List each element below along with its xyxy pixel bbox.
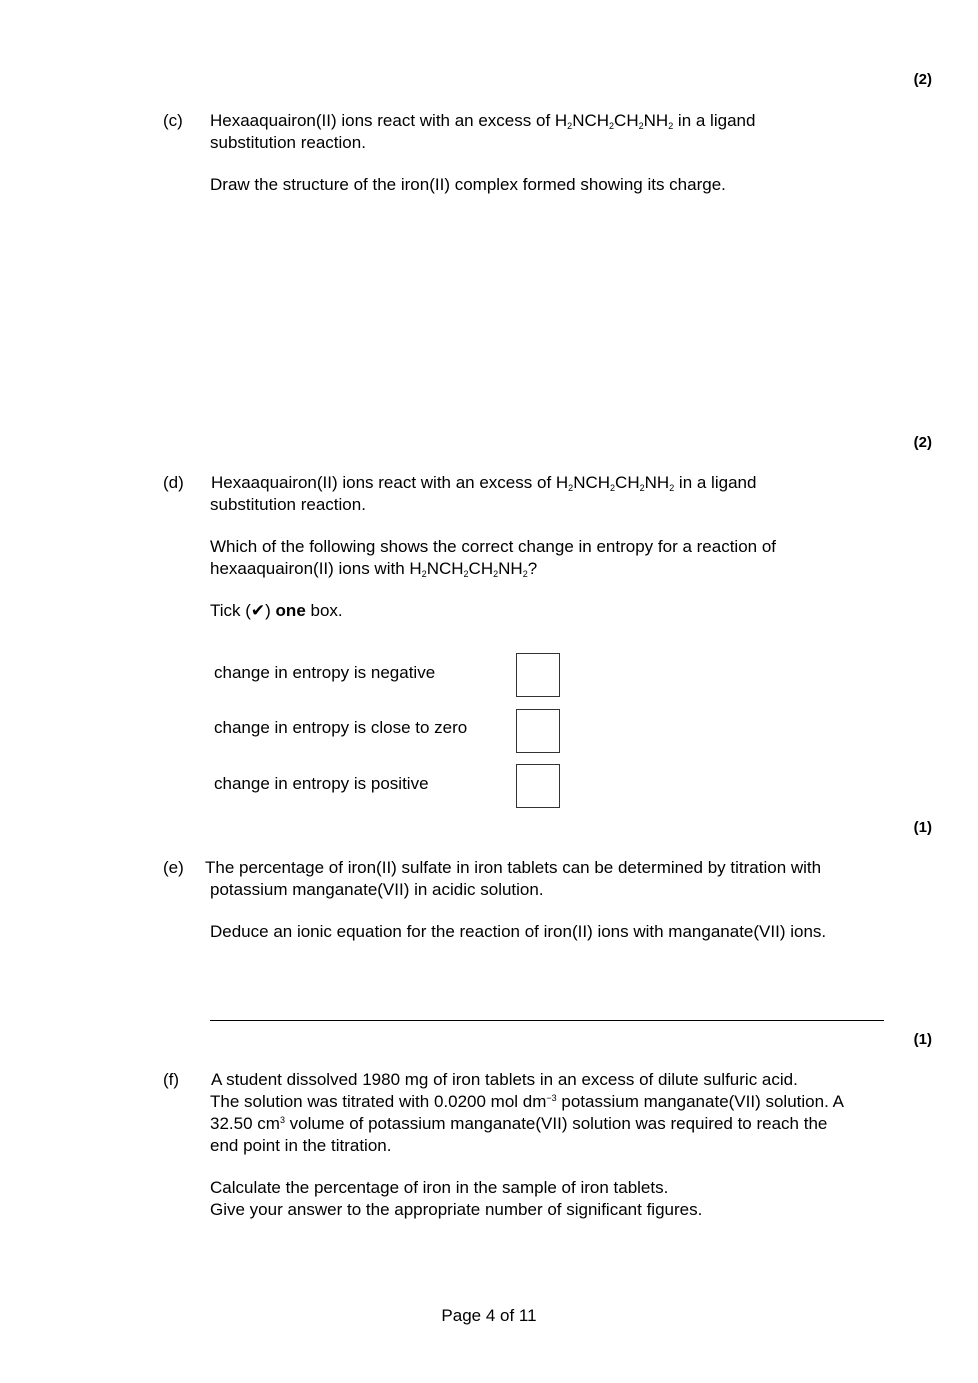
question-e-instruction: Deduce an ionic equation for the reaction of iron(II) ions with manganate(VII) ions.	[210, 922, 827, 941]
tickbox-close-to-zero[interactable]	[516, 709, 560, 753]
question-f-line3: 32.50 $cm^3$ volume of potassium manganate(VII) solution was required to reach the	[210, 1114, 828, 1133]
question-d-stem-line2: substitution reaction.	[210, 495, 366, 514]
question-d-label: (d)	[163, 473, 184, 492]
question-d-question-line1: Which of the following shows the correct change in entropy for a reaction of	[210, 537, 777, 556]
question-c-stem-line1: Hexaaquairon(II) ions react with an excess of $H_2NCH_2CH_2NH_2$ in a ligand	[210, 111, 756, 131]
answer-line[interactable]	[210, 1020, 884, 1021]
tick-instruction: Tick (✔) one box.	[210, 601, 343, 620]
marks-d: (1)	[913, 819, 932, 836]
page-number: Page 4 of 11	[441, 1306, 537, 1325]
drawing-area[interactable]	[210, 210, 884, 420]
question-f-line4: end point in the titration.	[210, 1136, 392, 1155]
marks-previous: (2)	[913, 71, 932, 88]
tickbox-positive[interactable]	[516, 764, 560, 808]
question-c-instruction: Draw the structure of the iron(II) complex formed showing its charge.	[210, 175, 726, 194]
question-f-line2: The solution was titrated with 0.0200 mol $dm^{-3}$ potassium manganate(VII) solution. A	[210, 1092, 844, 1111]
option-label-close-to-zero: change in entropy is close to zero	[214, 718, 468, 737]
question-f-instruction1: Calculate the percentage of iron in the sample of iron tablets.	[210, 1178, 669, 1197]
marks-c: (2)	[913, 434, 932, 451]
question-d-question-line2: hexaaquairon(II) ions with $H_2NCH_2CH_2NH_2$?	[210, 559, 538, 579]
question-c-stem-line2: substitution reaction.	[210, 133, 366, 152]
option-label-positive: change in entropy is positive	[214, 774, 429, 793]
marks-e: (1)	[913, 1031, 932, 1048]
question-e-label: (e)	[163, 858, 184, 877]
question-f-line1: A student dissolved 1980 mg of iron tablets in an excess of dilute sulfuric acid.	[211, 1070, 798, 1089]
question-f-instruction2: Give your answer to the appropriate number of significant figures.	[210, 1200, 703, 1219]
question-e-stem-line2: potassium manganate(VII) in acidic solution.	[210, 880, 544, 899]
question-f-label: (f)	[163, 1070, 180, 1089]
question-d-stem-line1: Hexaaquairon(II) ions react with an excess of $H_2NCH_2CH_2NH_2$ in a ligand	[211, 473, 757, 493]
option-label-negative: change in entropy is negative	[214, 663, 436, 682]
question-c-label: (c)	[163, 111, 183, 130]
tickbox-negative[interactable]	[516, 653, 560, 697]
question-e-stem-line1: The percentage of iron(II) sulfate in iron tablets can be determined by titration with	[205, 858, 822, 877]
